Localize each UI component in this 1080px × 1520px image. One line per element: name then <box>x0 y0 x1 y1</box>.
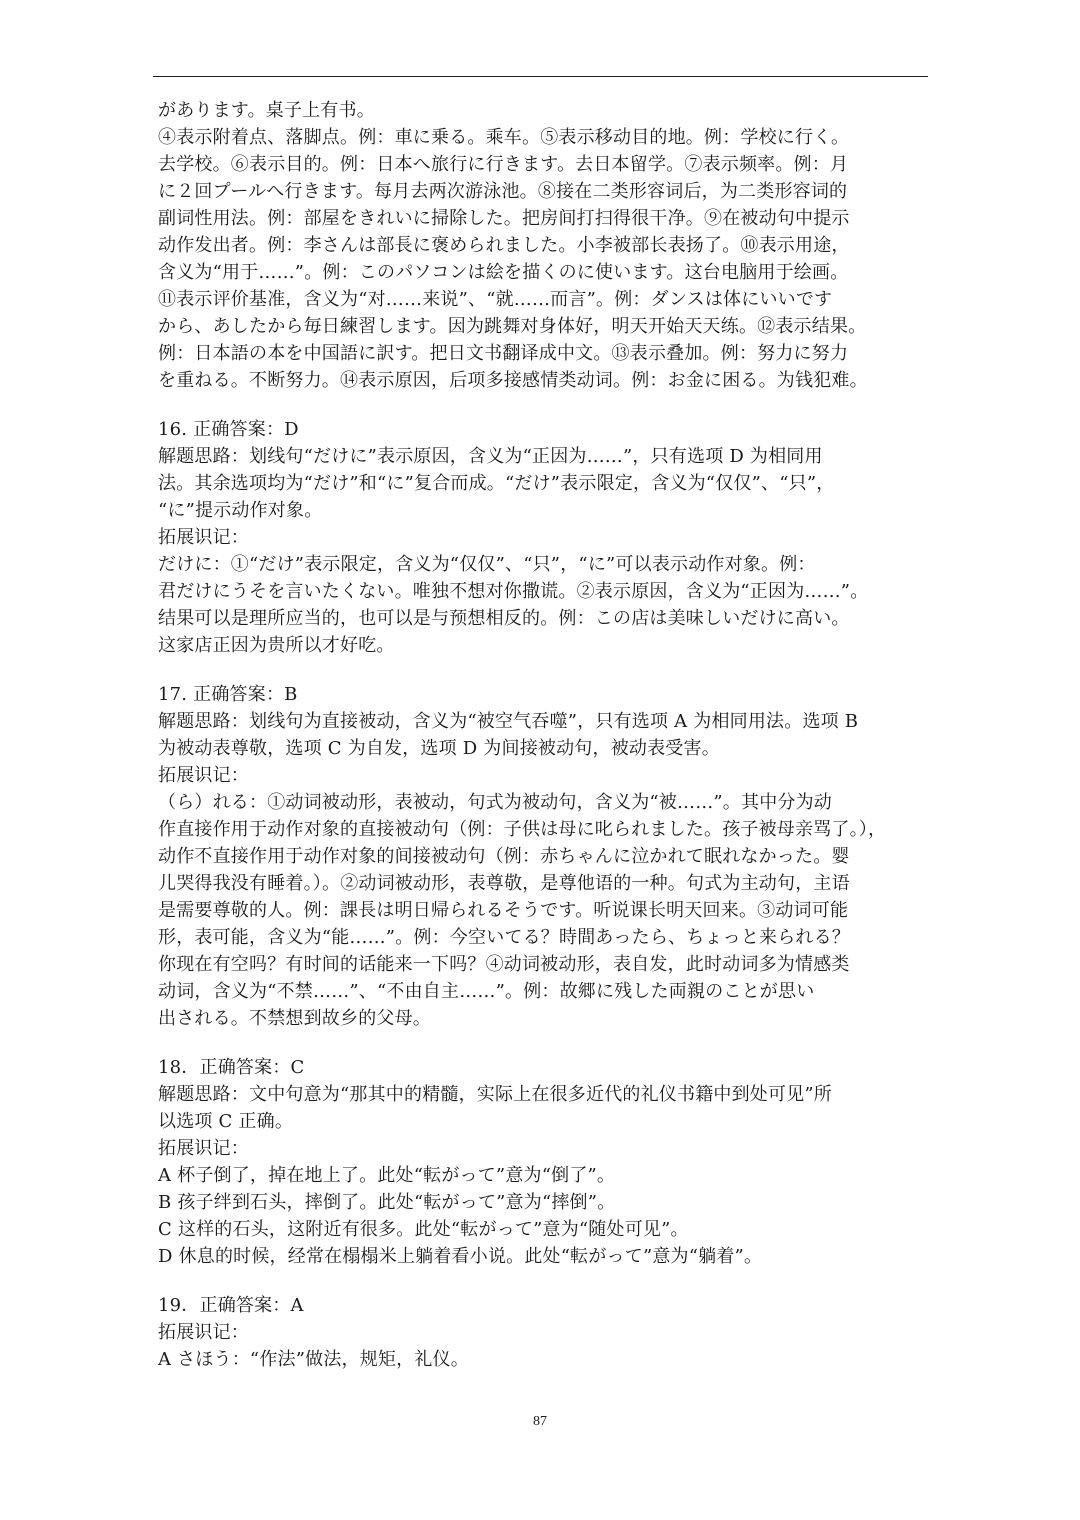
text-line: D 休息的时候，经常在榻榻米上躺着看小说。此处“転がって”意为“躺着”。 <box>158 1246 763 1267</box>
answer-heading: 18．正确答案：C <box>158 1057 305 1078</box>
answer-heading: 16. 正确答案：D <box>158 419 299 440</box>
text-line: ⑪表示评价基准，含义为“对……来说”、“就……而言”。例：ダンスは体にいいです <box>158 289 833 310</box>
text-line: を重ねる。不断努力。⑭表示原因，后项多接感情类动词。例：お金に困る。为钱犯难。 <box>158 370 868 391</box>
text-line: 动作发出者。例：李さんは部長に褒められました。小李被部长表扬了。⑩表示用途， <box>158 235 850 256</box>
answer-block-16 <box>158 416 928 659</box>
text-line: B 孩子绊到石头，摔倒了。此处“転がって”意为“摔倒”。 <box>158 1192 616 1213</box>
text-line: 以选项 C 正确。 <box>158 1111 294 1132</box>
text-line: 为被动表尊敬，选项 C 为自发，选项 D 为间接被动句，被动表受害。 <box>158 738 720 759</box>
text-line: “に”提示动作对象。 <box>158 500 323 521</box>
text-line: 拓展识记： <box>158 1322 249 1343</box>
text-line: があります。桌子上有书。 <box>158 100 375 121</box>
page-number: 87 <box>533 1414 547 1429</box>
answer-block-18 <box>158 1054 928 1270</box>
text-line: 儿哭得我没有睡着。）。②动词被动形，表尊敬，是尊他语的一种。句式为主动句，主语 <box>158 873 850 894</box>
text-line: 拓展识记： <box>158 1138 249 1159</box>
answer-heading: 17. 正确答案：B <box>158 684 298 705</box>
text-line: （ら）れる：①动词被动形，表被动，句式为被动句，含义为“被……”。其中分为动 <box>158 792 833 813</box>
text-line: 出される。不禁想到故乡的父母。 <box>158 1008 431 1029</box>
answer-heading: 19．正确答案：A <box>158 1295 304 1316</box>
text-line: 结果可以是理所应当的，也可以是与预想相反的。例：この店は美味しいだけに高い。 <box>158 608 850 629</box>
text-line: 君だけにうそを言いたくない。唯独不想对你撒谎。②表示原因，含义为“正因为……”。 <box>158 581 869 602</box>
text-line: 含义为“用于……”。例：このパソコンは絵を描くのに使います。这台电脑用于绘画。 <box>158 262 849 283</box>
text-line: 去学校。⑥表示目的。例：日本へ旅行に行きます。去日本留学。⑦表示频率。例：月 <box>158 154 849 175</box>
text-line: A 杯子倒了，掉在地上了。此处“転がって”意为“倒了”。 <box>158 1165 616 1186</box>
page-content <box>158 97 928 1373</box>
answer-block-17 <box>158 681 928 1032</box>
text-line: 你现在有空吗？有时间的话能来一下吗？④动词被动形，表自发，此时动词多为情感类 <box>158 954 850 975</box>
text-line: 解题思路：划线句“だけに”表示原因，含义为“正因为……”，只有选项 D 为相同用 <box>158 446 823 467</box>
text-line: 解题思路：文中句意为“那其中的精髓，实际上在很多近代的礼仪书籍中到处可见”所 <box>158 1084 833 1105</box>
text-line: 形，表可能，含义为“能……”。例：今空いてる？時間あったら、ちょっと来られる？ <box>158 927 851 948</box>
header-rule <box>153 76 928 77</box>
answer-block-19 <box>158 1292 928 1373</box>
text-line: に２回プールへ行きます。每月去两次游泳池。⑧接在二类形容词后，为二类形容词的 <box>158 181 848 202</box>
block-gap <box>158 659 928 681</box>
block-gap <box>158 394 928 416</box>
text-line: 这家店正因为贵所以才好吃。 <box>158 635 395 656</box>
text-line: 例：日本語の本を中国語に訳す。把日文书翻译成中文。⑬表示叠加。例：努力に努力 <box>158 343 849 364</box>
text-line: 作直接作用于动作对象的直接被动句（例：子供は母に叱られました。孩子被母亲骂了。）， <box>158 819 887 840</box>
text-line: だけに：①“だけ”表示限定，含义为“仅仅”、“只”，“に”可以表示动作对象。例： <box>158 554 816 575</box>
text-line: 拓展识记： <box>158 765 249 786</box>
text-line: 拓展识记： <box>158 527 249 548</box>
text-line: 动作不直接作用于动作对象的间接被动句（例：赤ちゃんに泣かれて眠れなかった。婴 <box>158 846 850 867</box>
text-line: 解题思路：划线句为直接被动，含义为“被空气吞噬”，只有选项 A 为相同用法。选项 B <box>158 711 859 732</box>
block-gap <box>158 1032 928 1054</box>
text-line: 是需要尊敬的人。例：課長は明日帰られるそうです。听说课长明天回来。③动词可能 <box>158 900 849 921</box>
text-line: A さほう：“作法”做法，规矩，礼仪。 <box>158 1349 469 1370</box>
text-block <box>158 97 928 394</box>
text-line: 副词性用法。例：部屋をきれいに掃除した。把房间打扫得很干净。⑨在被动句中提示 <box>158 208 850 229</box>
text-line: 动词，含义为“不禁……”、“不由自主……”。例：故郷に残した両親のことが思い <box>158 981 815 1002</box>
text-line: から、あしたから毎日練習します。因为跳舞对身体好，明天开始天天练。⑫表示结果。 <box>158 316 867 337</box>
text-line: C 这样的石头，这附近有很多。此处“転がって”意为“随处可见”。 <box>158 1219 689 1240</box>
text-line: ④表示附着点、落脚点。例：車に乗る。乘车。⑤表示移动目的地。例：学校に行く。 <box>158 127 850 148</box>
block-gap <box>158 1270 928 1292</box>
text-line: 法。其余选项均为“だけ”和“に”复合而成。“だけ”表示限定，含义为“仅仅”、“只”， <box>158 473 835 494</box>
